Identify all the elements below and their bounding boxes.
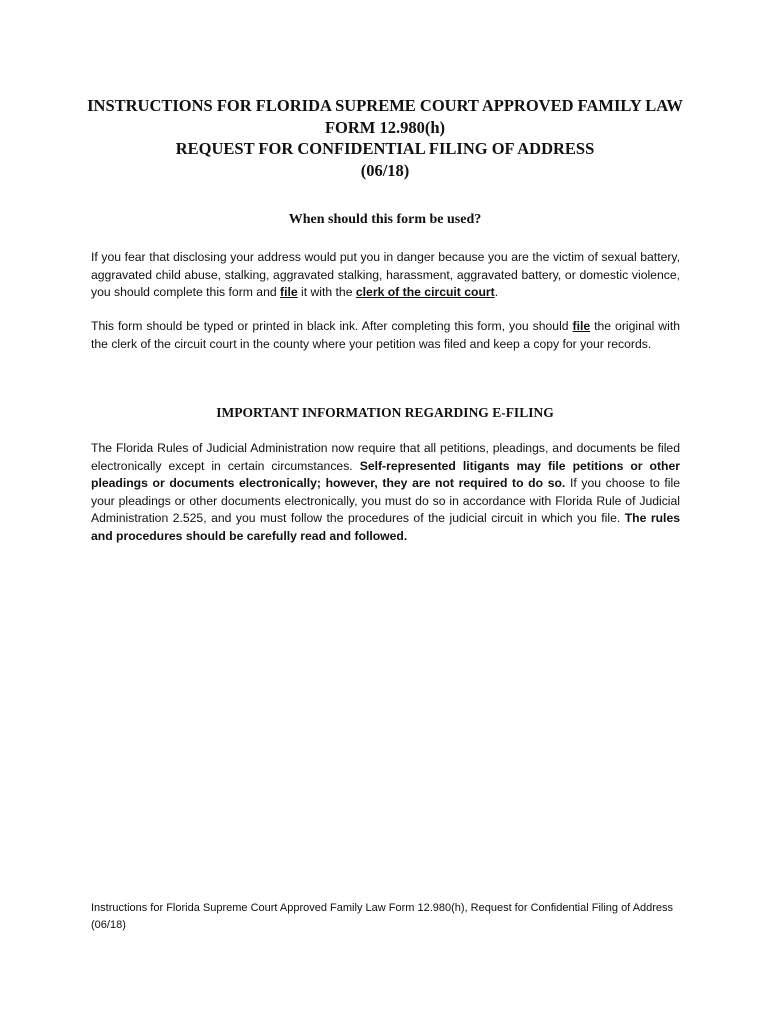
efiling-paragraph (91, 440, 680, 545)
document-title (70, 95, 700, 181)
when-paragraph-1 (91, 249, 680, 302)
when-para2-text: This form should be typed or printed in black ink. After completing this form, you should (91, 319, 573, 333)
efiling-heading: IMPORTANT INFORMATION REGARDING E-FILING (216, 405, 554, 420)
title-line-4: (06/18) (360, 160, 410, 180)
title-line-3: REQUEST FOR CONFIDENTIAL FILING OF ADDRESS (175, 139, 595, 158)
title-line-2: FORM 12.980(h) (324, 117, 446, 137)
when-para1-text: If you fear that disclosing your address would put you in danger because you are the victim of sexual battery, aggravated child abuse, stalking, aggravated stalking, harassment, aggravated battery, or domestic violence, you should complete this form and (91, 250, 680, 299)
efiling-text-1: The Florida Rules of Judicial Administration now require that all petitions, pleadings, and documents be filed electronically except in certain circumstances. (91, 441, 680, 473)
when-para1-mid: it with the (297, 285, 356, 299)
when-para1-end: . (494, 285, 499, 299)
efiling-text-2: If you choose to file your pleadings or other documents electronically, you must do so in accordance with Florida Rule of Judicial Administration 2.525, and you must follow the procedures of the judicial circuit in which you file. (91, 476, 680, 525)
efiling-bold-2: The rules and procedures should be carefully read and followed. (91, 511, 680, 543)
page-footer: Instructions for Florida Supreme Court Approved Family Law Form 12.980(h), Request for Confidential Filing of Address (06/18) (91, 902, 674, 931)
when-paragraph-2 (91, 318, 680, 353)
file-link-2: file (572, 319, 591, 333)
clerk-link: clerk of the circuit court (355, 285, 495, 299)
title-line-1: INSTRUCTIONS FOR FLORIDA SUPREME COURT APPROVED FAMILY LAW (87, 96, 683, 115)
efiling-bold-1: Self-represented litigants may file petitions or other pleadings or documents electronically; however, they are not required to do so. (91, 458, 681, 490)
when-heading: When should this form be used? (288, 212, 482, 227)
when-para2-end: the original with the clerk of the circuit court in the county where your petition was filed and keep a copy for your records. (91, 319, 680, 351)
file-link: file (280, 285, 298, 299)
